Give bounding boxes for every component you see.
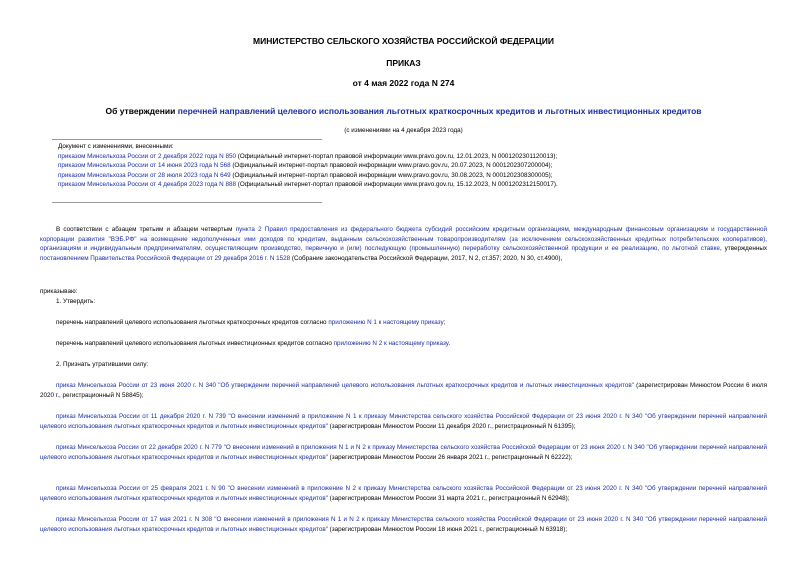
change-source: (Официальный интернет-портал правовой информации www.pravo.gov.ru, 12.01.2023, N 0001202301120013); (235, 152, 558, 160)
repealed-item (40, 484, 767, 503)
list-item-1 (56, 318, 445, 328)
list-text: перечень направлений целевого использования льготных инвестиционных кредитов согласно (56, 340, 334, 347)
preamble-paragraph (40, 225, 767, 263)
appendix-2-link[interactable]: приложению N 2 к настоящему приказу (333, 340, 449, 347)
doc-title (0, 106, 807, 116)
prikazyvayu: приказываю: (40, 288, 78, 295)
doc-title-link[interactable]: перечней направлений целевого использования льготных краткосрочных кредитов и льготных инвестиционных кредитов (177, 106, 702, 116)
list-end: ; (443, 319, 446, 326)
preamble-text: В соответствии с абзацем третьим и абзацем четвертым (56, 226, 236, 233)
ministry-heading: МИНИСТЕРСТВО СЕЛЬСКОГО ХОЗЯЙСТВА РОССИЙСКОЙ ФЕДЕРАЦИИ (253, 36, 554, 46)
repealed-link[interactable]: приказ Минсельхоза России от 25 февраля 2021 г. N 90 "О внесении изменений в приложение N 2 к приказу Министерства сельского хозяйства Российской Федерации от 23 июня 2020 г. N 340 "Об утверждении перечней направлений целевого использования льготных краткосрочных кредитов и льготных инвестиционных кредитов" (40, 485, 767, 502)
change-link[interactable]: приказом Минсельхоза России от 28 июля 2023 года N 649 (58, 171, 231, 179)
change-link[interactable]: приказом Минсельхоза России от 4 декабря 2023 года N 888 (58, 181, 236, 189)
registration-text: (зарегистрирован Минюстом России 11 декабря 2020 г., регистрационный N 61395); (327, 422, 576, 430)
list-end: . (448, 340, 451, 347)
registration-text: (зарегистрирован Минюстом России 6 июля 2020 г., регистрационный N 58845); (40, 382, 767, 399)
change-source: (Официальный интернет-портал правовой информации www.pravo.gov.ru, 20.07.2023, N 0001202307200004); (230, 162, 553, 170)
repealed-link[interactable]: приказ Минсельхоза России от 17 мая 2021 г. N 308 "О внесении изменений в приложения N 1 и N 2 к приказу Министерства сельского хозяйства Российской Федерации от 23 июня 2020 г. N 340 "Об утверждении перечней направлений целевого использования льготных краткосрочных кредитов и льготных инвестиционных кредитов" (40, 516, 767, 533)
preamble-text: (Собрание законодательства Российской Федерации, 2017, N 2, ст.357; 2020, N 30, ст.4900), (290, 254, 563, 262)
change-link[interactable]: приказом Минсельхоза России от 14 июня 2023 года N 568 (58, 162, 231, 170)
change-item (58, 161, 776, 171)
repealed-item (40, 412, 767, 431)
registration-text: (зарегистрирован Минюстом России 26 января 2021 г., регистрационный N 62222); (327, 453, 573, 461)
divider-bottom (52, 202, 322, 203)
order-item-2: 2. Признать утратившими силу: (56, 361, 149, 368)
repealed-item (40, 515, 767, 534)
change-link[interactable]: приказом Минсельхоза России от 2 декабря 2022 года N 850 (58, 152, 236, 160)
decree-link[interactable]: постановлением Правительства Российской Федерации от 29 декабря 2016 г. N 1528 (40, 254, 291, 262)
registration-text: (зарегистрирован Минюстом России 18 июня 2021 г., регистрационный N 63918); (327, 525, 568, 533)
change-source: (Официальный интернет-портал правовой информации www.pravo.gov.ru, 15.12.2023, N 0001202312150017). (235, 181, 558, 189)
preamble-text: , утвержденных (719, 245, 767, 253)
repealed-link[interactable]: приказ Минсельхоза России от 11 декабря 2020 г. N 739 "О внесении изменений в приложение N 1 к приказу Министерства сельского хозяйства Российской Федерации от 23 июня 2020 г. N 340 "Об утверждении перечней направлений целевого использования льготных краткосрочных кредитов и льготных инвестиционных кредитов" (40, 413, 767, 430)
registration-text: (зарегистрирован Минюстом России 31 марта 2021 г., регистрационный N 62948); (327, 494, 570, 502)
divider-top (52, 139, 322, 140)
rules-link[interactable]: пункта 2 Правил предоставления из федерального бюджета субсидий российским кредитным организациям, международным финансовым организациям и государственной корпорации развития "ВЭБ.РФ" на возмещение недополученных ими доходов по кредитам, выданным сельскохозяйственным товаропроизводителям (за исключением сельскохозяйственных кредитных потребительских кооперативов), организациям и индивидуальным предпринимателям, осуществляющим производство, первичную и (или) последующую (промышленную) переработку сельскохозяйственной продукции и ее реализацию, по льготной ставке (40, 226, 767, 253)
repealed-link[interactable]: приказ Минсельхоза России от 23 июня 2020 г. N 340 "Об утверждении перечней направлений целевого использования льготных краткосрочных кредитов и льготных инвестиционных кредитов" (56, 382, 634, 389)
doc-date-number: от 4 мая 2022 года N 274 (352, 78, 455, 88)
changes-heading: Документ с изменениями, внесенными: (58, 143, 174, 150)
change-item (58, 152, 776, 162)
doc-title-prefix: Об утверждении (105, 106, 178, 116)
repealed-item (40, 443, 767, 462)
list-text: перечень направлений целевого использования льготных краткосрочных кредитов согласно (56, 319, 329, 326)
list-item-2 (56, 339, 450, 349)
repealed-item (40, 381, 767, 400)
amendment-note: (с изменениями на 4 декабря 2023 года) (344, 127, 463, 134)
doc-type: ПРИКАЗ (386, 58, 421, 68)
change-source: (Официальный интернет-портал правовой информации www.pravo.gov.ru, 30.08.2023, N 0001202308300005); (230, 171, 553, 179)
order-item-1: 1. Утвердить: (56, 298, 96, 305)
change-item (58, 180, 776, 190)
changes-block (58, 142, 776, 190)
change-item (58, 171, 776, 181)
repealed-link[interactable]: приказ Минсельхоза России от 22 декабря 2020 г. N 779 "О внесении изменений в приложения N 1 и N 2 к приказу Министерства сельского хозяйства Российской Федерации от 23 июня 2020 г. N 340 "Об утверждении перечней направлений целевого использования льготных краткосрочных кредитов и льготных инвестиционных кредитов" (40, 444, 767, 461)
appendix-1-link[interactable]: приложению N 1 к настоящему приказу (328, 319, 444, 326)
